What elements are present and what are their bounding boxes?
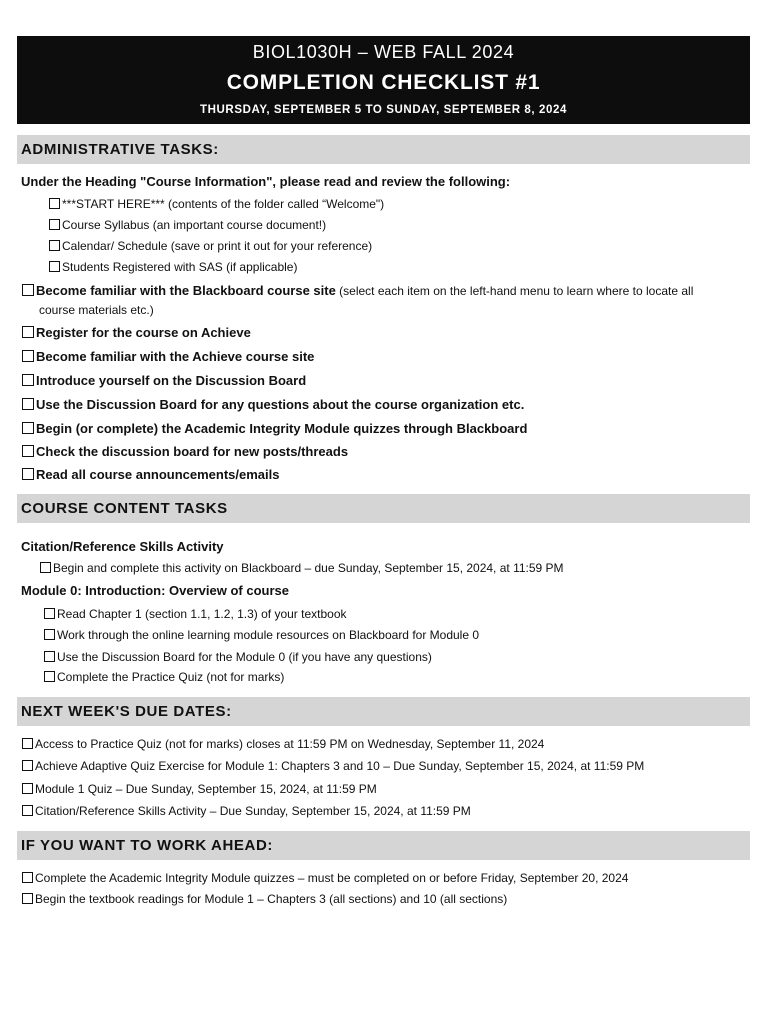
- checkbox[interactable]: [22, 893, 33, 904]
- checkbox[interactable]: [40, 562, 51, 573]
- checkbox[interactable]: [22, 783, 33, 794]
- page-title: COMPLETION CHECKLIST #1: [226, 71, 541, 94]
- module-heading: Module 0: Introduction: Overview of course: [21, 583, 289, 598]
- course-code: BIOL1030H – WEB FALL 2024: [252, 42, 515, 62]
- item-label: Use the Discussion Board for any questions about the course organization etc.: [36, 397, 525, 412]
- checkbox[interactable]: [49, 219, 60, 230]
- admin-heading: ADMINISTRATIVE TASKS:: [21, 141, 219, 158]
- admin-item: [22, 349, 314, 365]
- admin-item: [22, 421, 527, 437]
- checkbox[interactable]: [22, 468, 34, 480]
- header-banner: [17, 36, 750, 124]
- citation-heading: Citation/Reference Skills Activity: [21, 539, 224, 554]
- admin-sub-item: [49, 238, 372, 254]
- admin-section-header: [17, 135, 750, 164]
- checkbox[interactable]: [22, 374, 34, 386]
- module-item: [44, 606, 347, 622]
- item-note-continued: course materials etc.): [39, 303, 154, 317]
- checkbox[interactable]: [22, 284, 34, 296]
- item-label: Begin (or complete) the Academic Integrity Module quizzes through Blackboard: [36, 421, 528, 436]
- item-label: Module 1 Quiz – Due Sunday, September 15, 2024, at 11:59 PM: [35, 782, 377, 796]
- admin-item: [22, 397, 524, 413]
- item-label: Achieve Adaptive Quiz Exercise for Module 1: Chapters 3 and 10 – Due Sunday, September 15, 2024, at 11:59 PM: [35, 759, 645, 773]
- checkbox[interactable]: [44, 651, 55, 662]
- checkbox[interactable]: [49, 261, 60, 272]
- checkbox[interactable]: [49, 240, 60, 251]
- checkbox[interactable]: [22, 398, 34, 410]
- citation-item: [40, 560, 564, 576]
- content-heading: COURSE CONTENT TASKS: [21, 500, 228, 517]
- work-ahead-heading: IF YOU WANT TO WORK AHEAD:: [21, 837, 273, 854]
- item-label: Begin the textbook readings for Module 1 – Chapters 3 (all sections) and 10 (all sections): [35, 892, 508, 906]
- item-note: (select each item on the left-hand menu to learn where to locate all: [335, 284, 694, 298]
- item-label: Work through the online learning module resources on Blackboard for Module 0: [57, 628, 480, 642]
- module-item: [44, 627, 479, 643]
- checkbox[interactable]: [44, 608, 55, 619]
- checkbox[interactable]: [22, 738, 33, 749]
- admin-intro: Under the Heading "Course Information", please read and review the following:: [21, 174, 511, 189]
- checkbox[interactable]: [22, 445, 34, 457]
- work-ahead-item: [22, 891, 507, 907]
- module-item: [44, 649, 432, 665]
- checkbox[interactable]: [22, 422, 34, 434]
- content-section-header: [17, 494, 750, 523]
- admin-item: [22, 444, 348, 460]
- item-label: Students Registered with SAS (if applicable): [62, 260, 298, 274]
- item-label: Become familiar with the Achieve course site: [36, 349, 315, 364]
- item-label: Use the Discussion Board for the Module 0 (if you have any questions): [57, 650, 432, 664]
- item-label: Calendar/ Schedule (save or print it out for your reference): [62, 239, 373, 253]
- checkbox[interactable]: [22, 872, 33, 883]
- admin-sub-item: [49, 217, 326, 233]
- next-week-section-header: [17, 697, 750, 726]
- admin-sub-item: [49, 259, 297, 275]
- checkbox[interactable]: [44, 671, 55, 682]
- item-label: Complete the Practice Quiz (not for marks): [57, 670, 285, 684]
- checkbox[interactable]: [22, 326, 34, 338]
- checkbox[interactable]: [44, 629, 55, 640]
- date-range: THURSDAY, SEPTEMBER 5 TO SUNDAY, SEPTEMBER 8, 2024: [199, 104, 567, 116]
- item-label: Access to Practice Quiz (not for marks) closes at 11:59 PM on Wednesday, September 11, 2024: [35, 737, 545, 751]
- admin-item-blackboard: [22, 283, 693, 299]
- item-label: Read all course announcements/emails: [36, 467, 280, 482]
- item-label: Become familiar with the Blackboard course site: [36, 283, 336, 298]
- due-item: [22, 803, 471, 819]
- work-ahead-section-header: [17, 831, 750, 860]
- admin-item: [22, 373, 306, 389]
- work-ahead-item: [22, 870, 628, 886]
- item-label: Introduce yourself on the Discussion Board: [36, 373, 307, 388]
- module-item: [44, 669, 284, 685]
- admin-sub-item: [49, 196, 384, 212]
- due-item: [22, 758, 644, 774]
- item-label: Course Syllabus (an important course document!): [62, 218, 327, 232]
- admin-item: [22, 325, 251, 341]
- item-label: Begin and complete this activity on Blackboard – due Sunday, September 15, 2024, at 11:59 PM: [53, 561, 564, 575]
- item-label: Complete the Academic Integrity Module quizzes – must be completed on or before Friday, September 20, 2024: [35, 871, 629, 885]
- due-item: [22, 781, 377, 797]
- admin-item: [22, 467, 279, 483]
- due-item: [22, 736, 544, 752]
- checkbox[interactable]: [49, 198, 60, 209]
- checkbox[interactable]: [22, 350, 34, 362]
- checkbox[interactable]: [22, 760, 33, 771]
- item-label: Register for the course on Achieve: [36, 325, 251, 340]
- item-label: Read Chapter 1 (section 1.1, 1.2, 1.3) of your textbook: [57, 607, 347, 621]
- item-label: Check the discussion board for new posts/threads: [36, 444, 349, 459]
- checkbox[interactable]: [22, 805, 33, 816]
- item-label: Citation/Reference Skills Activity – Due Sunday, September 15, 2024, at 11:59 PM: [35, 804, 471, 818]
- next-week-heading: NEXT WEEK'S DUE DATES:: [21, 703, 232, 720]
- item-label: ***START HERE*** (contents of the folder called “Welcome"): [62, 197, 385, 211]
